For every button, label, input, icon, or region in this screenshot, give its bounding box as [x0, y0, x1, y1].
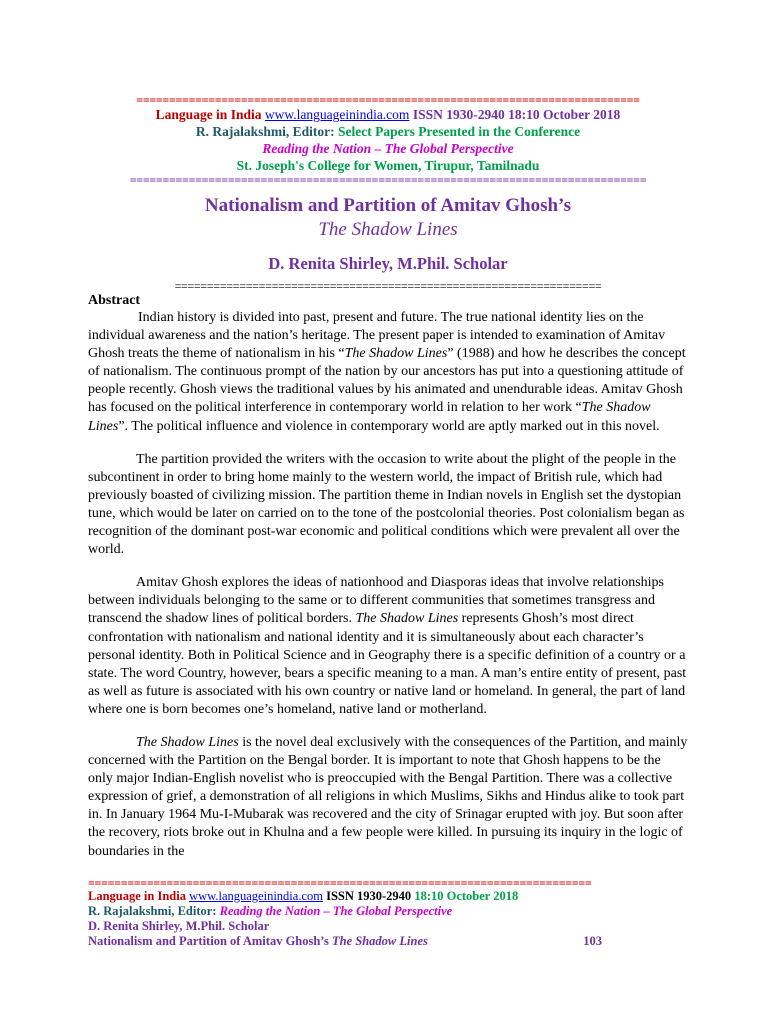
p1-novel-title-2: The Shadow Lines	[88, 400, 651, 434]
footer-url-link[interactable]: www.languageinindia.com	[189, 889, 323, 903]
journal-name: Language in India	[155, 107, 262, 122]
footer-title-a: Nationalism and Partition of Amitav Ghosh’s	[88, 934, 329, 948]
footer-rule: =============================================================================	[88, 877, 592, 889]
p4-text-b: is the novel deal exclusively with the consequences of the Partition, and mainly concerned with the Partition on the Bengal border. It is important to note that Ghosh happens to be the only major Indian-English novelist who is preoccupied with the Bengal Partition. There was a collective expression of grief, a demonstration of all religions in which Muslims, Sikhs and Hindus alike to took part in. In January 1964 Mu-I-Mubarak was recovered and the city of Srinagar erupted with joy. But soon after the recovery, riots broke out in Khulna and a few people were killed. In pursuing its inquiry in the logic of boundaries in the	[88, 734, 688, 859]
article-author: D. Renita Shirley, M.Phil. Scholar	[268, 254, 508, 273]
p1-novel-title: The Shadow Lines	[344, 346, 448, 362]
journal-issue: 18:10 October 2018	[508, 107, 621, 122]
journal-issn: ISSN 1930-2940	[412, 107, 505, 122]
footer-issn: ISSN 1930-2940	[326, 889, 412, 903]
journal-url-link[interactable]: www.languageinindia.com	[264, 107, 410, 122]
p3-text-c: represents Ghosh’s most direct confrontation with nationalism and national identity and it is simultaneously about each character’s personal identity. Both in Political Science and in Geography there is a specific definition of a country or a state. The word Country, however, bears a specific meaning to a man. A man’s entire entity of present, past as well as future is associated with his own country or native land or homeland. In general, the part of land where one is born becomes one’s homeland, native land or motherland.	[88, 611, 687, 717]
article-title-line2: The Shadow Lines	[318, 219, 458, 240]
footer-author: D. Renita Shirley, M.Phil. Scholar	[88, 919, 270, 933]
page-body	[88, 94, 688, 876]
header-rule-top: =============================================================================	[136, 94, 640, 106]
footer-conference: Reading the Nation – The Global Perspective	[219, 904, 453, 918]
footer-journal-name: Language in India	[88, 889, 186, 903]
abstract-paragraph-3	[88, 574, 688, 719]
editor-name: R. Rajalakshmi, Editor:	[195, 124, 335, 139]
editor-line	[88, 123, 688, 140]
p3-novel-title: The Shadow Lines	[355, 611, 459, 627]
p1-text-e: ”. The political influence and violence in contemporary world are aptly marked out in this novel.	[118, 418, 660, 434]
abstract-paragraph-1	[88, 309, 688, 436]
college-name: St. Joseph's College for Women, Tirupur, Tamilnadu	[236, 158, 540, 173]
footer-issue: 18:10 October 2018	[414, 889, 519, 903]
header-rule-bottom: ===============================================================================	[129, 174, 647, 186]
footer-title-line	[88, 934, 688, 949]
p2-text: The partition provided the writers with the occasion to write about the plight of the people in the subcontinent in order to bring home mainly to the western world, the impact of British rule, which had previously boasted of civilizing mission. The partition theme in Indian novels in English set the dystopian tune, which would be later on carried on to the tone of the postcolonial theories. Post colonialism began as recognition of the dominant post-war economic and political conditions which were prevalent all over the world.	[88, 451, 685, 558]
abstract-paragraph-4	[88, 734, 688, 861]
footer-editor-line	[88, 904, 688, 919]
conference-title: Reading the Nation – The Global Perspective	[262, 141, 514, 156]
select-papers: Select Papers Presented in the Conference	[338, 124, 581, 139]
page-footer	[88, 877, 688, 949]
p3-text-a: Amitav Ghosh explores the ideas of nationhood and Diasporas ideas that involve relationships between individuals belonging to the same or to different communities that sometimes transgress and transcend the shadow lines of political borders.	[88, 575, 665, 627]
p4-novel-title: The Shadow Lines	[136, 734, 239, 750]
journal-line	[88, 106, 688, 123]
footer-journal-line	[88, 889, 688, 904]
abstract-heading: Abstract	[88, 293, 141, 308]
abstract-paragraph-2	[88, 451, 688, 560]
article-rule: ==================================================================	[174, 280, 602, 292]
article-title	[88, 194, 688, 242]
p1-text-a: Indian history is divided into past, present and future. The true national identity lies on the individual awareness and the nation’s heritage. The present paper is intended to examination of Amitav Ghosh treats the theme of nationalism in his “	[88, 310, 666, 362]
page-number: 103	[583, 934, 602, 948]
footer-title-b: The Shadow Lines	[332, 934, 428, 948]
p1-text-c: ” (1988) and how he describes the concept of nationalism. The continuous prompt of the nation by our ancestors has put into a questioning attitude of people recently. Ghosh views the traditional values by his animated and unendurable ideas. Amitav Ghosh has focused on the political interference in contemporary world in relation to her work “	[88, 346, 686, 416]
footer-editor: R. Rajalakshmi, Editor:	[88, 904, 217, 918]
article-title-line1: Nationalism and Partition of Amitav Ghosh’s	[204, 195, 572, 216]
